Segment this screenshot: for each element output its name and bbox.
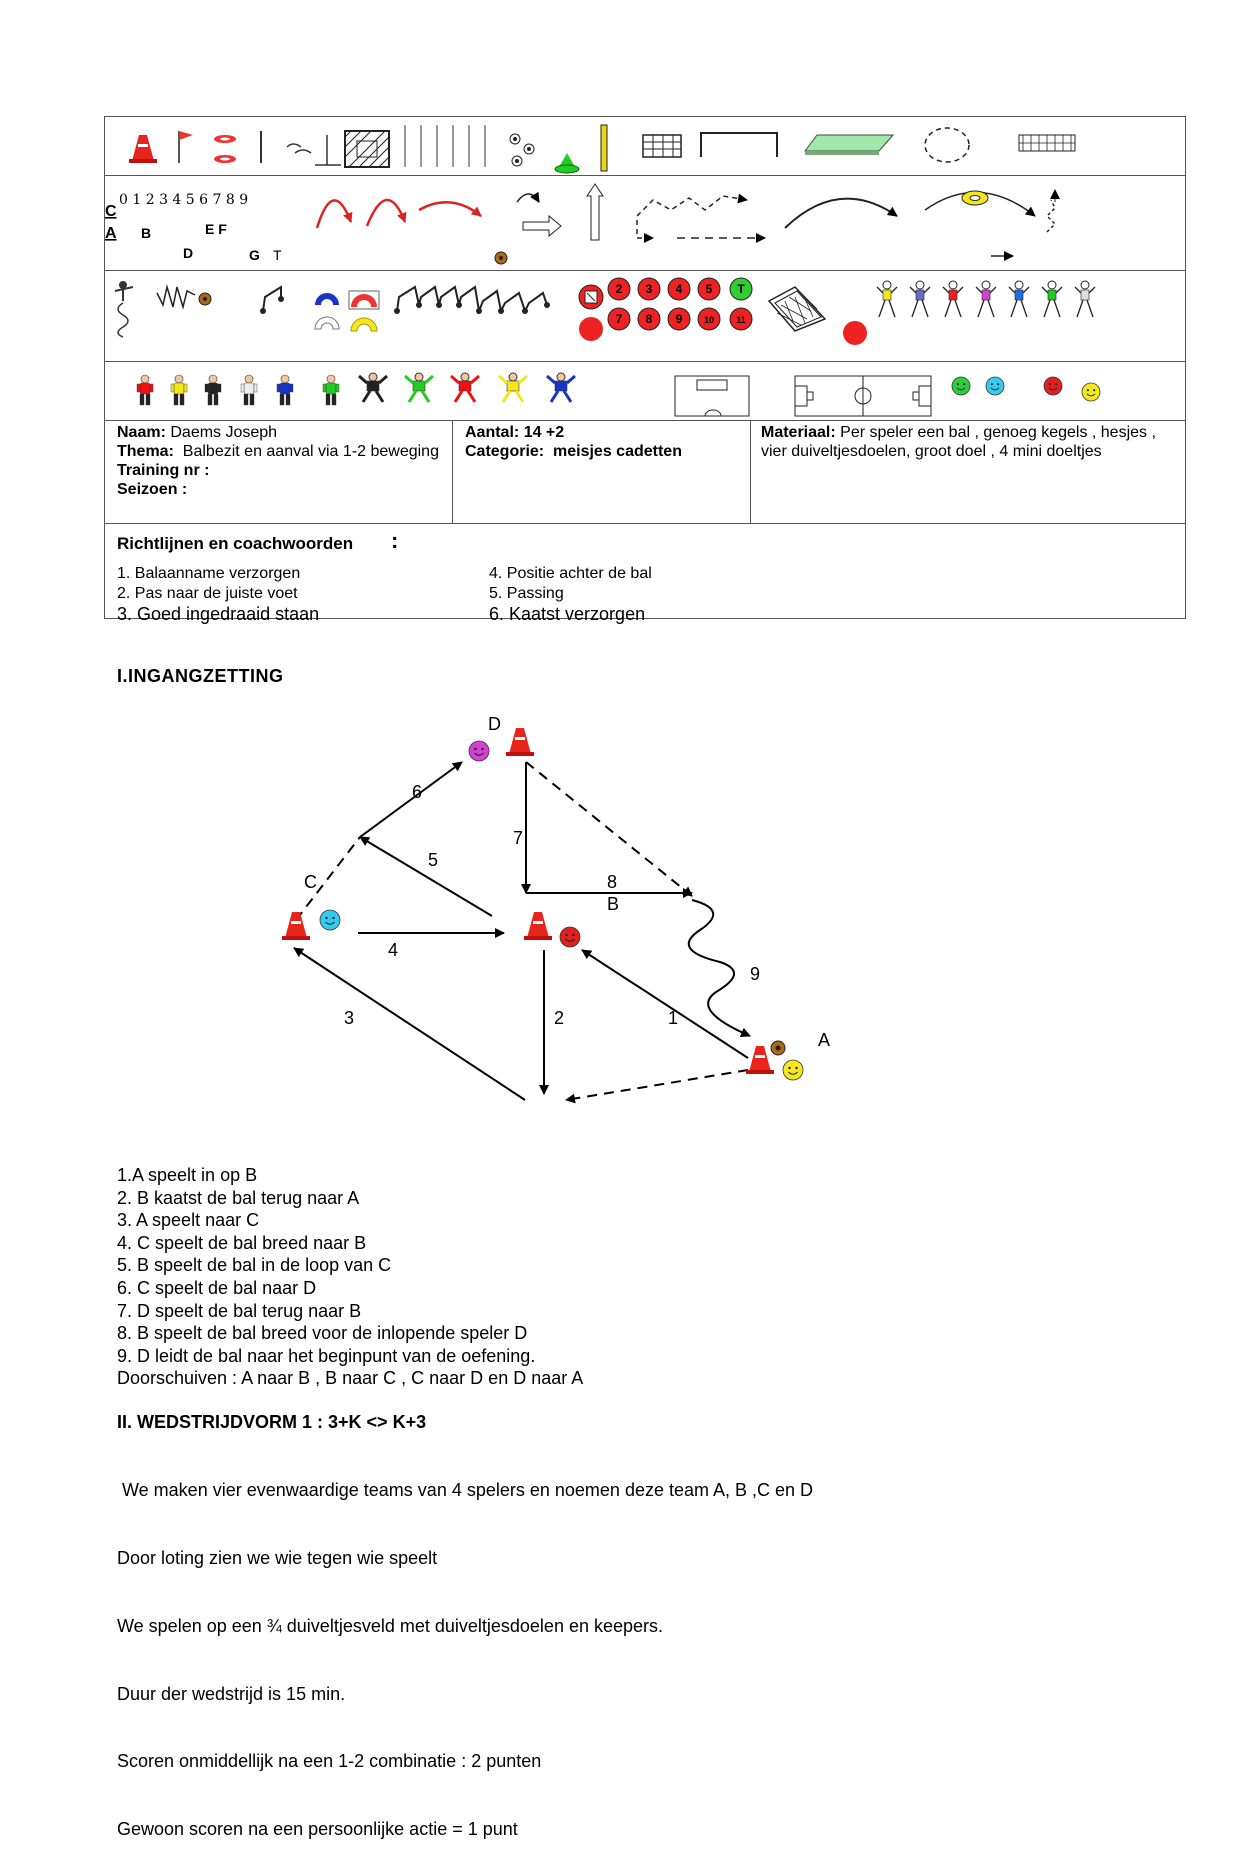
section2-title: II. WEDSTRIJDVORM 1 : 3+K <> K+3 [117,1412,427,1432]
thema-value: Balbezit en aanval via 1-2 beweging [182,443,439,460]
svg-text:8: 8 [645,312,653,326]
legend-letter-d: D [183,245,194,261]
label-7: 7 [513,828,524,848]
rule-6: Gewoon scoren na een persoonlijke actie = 1 punt [117,1819,518,1840]
player-c-icon [320,910,340,930]
player-a-icon [783,1060,803,1080]
legend-letter-g: G [249,247,260,263]
label-9: 9 [750,964,761,984]
legend-letter-t: T [273,247,282,263]
svg-text:7: 7 [615,312,623,326]
label-b: B [607,894,620,914]
step-8: 8. B speelt de bal breed voor de inlopende speler D [117,1323,528,1344]
label-1: 1 [668,1008,679,1028]
naam-label: Naam: [117,424,166,441]
svg-text:11: 11 [736,315,746,325]
legend-numbers: 0 1 2 3 4 5 6 7 8 9 [119,192,249,208]
svg-text:3: 3 [645,282,653,296]
pass-arrow-1 [582,950,748,1058]
aantal-value: 14 +2 [523,424,565,441]
ball-icon-diagram [771,1041,785,1055]
coach-colon: : [391,528,399,553]
rotation-note: Doorschuiven : A naar B , B naar C , C naar D en D naar A [117,1368,584,1389]
coach-item-2: 2. Pas naar de juiste voet [117,585,298,602]
svg-text:10: 10 [703,315,715,325]
step-2: 2. B kaatst de bal terug naar A [117,1187,360,1208]
label-4: 4 [388,940,399,960]
materiaal-value: Per speler een bal , genoeg kegels , hesjes , vier duiveltjesdoelen, groot doel , 4 mini doeltjes [761,424,1156,460]
legend-letter-a: A [105,225,117,242]
seizoen-label: Seizoen : [117,481,188,498]
categorie-value: meisjes cadetten [553,443,682,460]
cone-d-icon [506,728,534,756]
thema-label: Thema: [117,443,174,460]
step-1: 1.A speelt in op B [117,1165,258,1185]
coach-item-6: 6. Kaatst verzorgen [489,604,646,624]
legend-letter-b: B [141,225,152,241]
legend-letter-ef: E F [205,221,227,237]
step-7: 7. D speelt de bal terug naar B [117,1300,362,1321]
player-d-icon [469,741,489,761]
player-b-icon [560,927,580,947]
materiaal-label: Materiaal: [761,424,836,441]
rule-5: Scoren onmiddellijk na een 1-2 combinatie : 2 punten [117,1751,542,1772]
rule-2: Door loting zien we wie tegen wie speelt [117,1547,438,1568]
coach-item-4: 4. Positie achter de bal [489,565,652,582]
svg-text:T: T [737,282,745,296]
label-8: 8 [607,872,618,892]
cone-a-icon [746,1046,774,1074]
rule-3: We spelen op een ¾ duiveltjesveld met duiveltjesdoelen en keepers. [117,1615,664,1636]
exercise-steps [117,1164,583,1390]
legend-letter-c: C [105,203,117,220]
step-9: 9. D leidt de bal naar het beginpunt van de oefening. [117,1345,536,1366]
coach-item-5: 5. Passing [489,585,564,602]
coach-title: Richtlijnen en coachwoorden [117,534,354,553]
dribble-arrow-9 [689,900,750,1036]
rule-4: Duur der wedstrijd is 15 min. [117,1683,346,1704]
step-5: 5. B speelt de bal in de loop van C [117,1255,392,1276]
label-d: D [488,714,501,734]
rule-1: We maken vier evenwaardige teams van 4 spelers en noemen deze team A, B ,C en D [117,1480,814,1501]
label-6: 6 [412,782,423,802]
label-a: A [818,1030,831,1050]
pass-arrow-5 [360,837,492,916]
label-2: 2 [554,1008,565,1028]
pass-arrow-6 [360,762,462,837]
label-5: 5 [428,850,439,870]
cone-b-icon [524,912,552,940]
step-6: 6. C speelt de bal naar D [117,1277,317,1298]
section1-title: I.INGANGZETTING [117,666,284,686]
categorie-label: Categorie: [465,443,545,460]
svg-text:4: 4 [675,282,683,296]
aantal-label: Aantal: [465,424,520,441]
svg-text:2: 2 [615,282,623,296]
svg-text:5: 5 [705,282,713,296]
label-3: 3 [344,1008,355,1028]
cone-c-icon [282,912,310,940]
svg-text:9: 9 [675,312,683,326]
step-4: 4. C speelt de bal breed naar B [117,1232,367,1253]
section2-rules [117,1434,813,1863]
coach-item-1: 1. Balaanname verzorgen [117,565,301,582]
coach-item-3: 3. Goed ingedraaid staan [117,604,320,624]
pass-arrow-3 [294,948,525,1100]
label-c: C [304,872,317,892]
diagram-players [320,741,803,1080]
step-3: 3. A speelt naar C [117,1210,260,1231]
training-label: Training nr : [117,462,210,479]
run-arrow-a [566,1070,748,1100]
naam-value: Daems Joseph [170,424,278,441]
